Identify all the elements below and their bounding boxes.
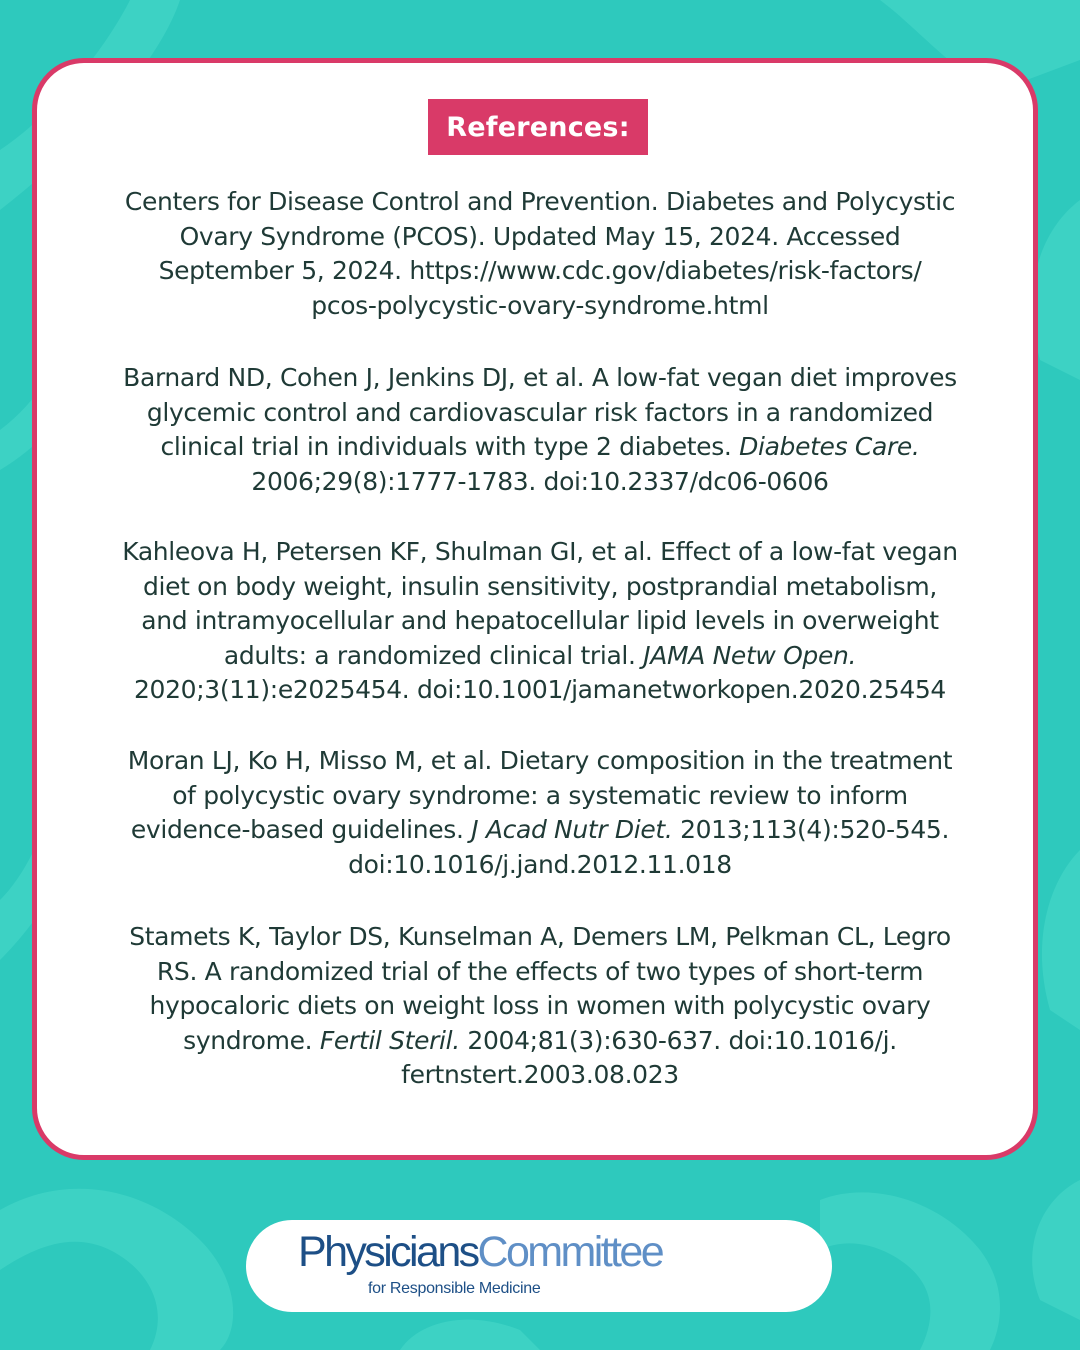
organization-logo [246,1220,832,1312]
reference-line: glycemic control and cardiovascular risk factors in a randomized [146,397,934,427]
reference-line: evidence-based guidelines. [130,815,464,844]
reference-item-3 [52,535,1028,708]
reference-line: diet on body weight, insulin sensitivity, postprandial metabolism, [142,571,937,601]
reference-item-2 [52,361,1028,499]
reference-line: adults: a randomized clinical trial. [223,640,636,670]
logo-word-committee: Committee [477,1228,663,1276]
reference-item-5 [52,920,1028,1093]
reference-line: RS. A randomized trial of the effects of two types of short-term [156,956,924,986]
reference-item-1 [52,185,1028,323]
reference-line: 2020;3(11):e2025454. doi:10.1001/jamanetworkopen.2020.25454 [133,675,946,704]
reference-line: Centers for Disease Control and Prevention. Diabetes and Polycystic [124,187,956,216]
reference-line: September 5, 2024. https://www.cdc.gov/diabetes/risk-factors/ [158,256,922,285]
reference-line: 2013;113(4):520-545. [672,815,950,844]
reference-line: fertnstert.2003.08.023 [401,1060,679,1089]
reference-line: of polycystic ovary syndrome: a systematic review to inform [172,780,908,810]
references-heading-badge [428,99,648,155]
reference-line: Stamets K, Taylor DS, Kunselman A, Demers LM, Pelkman CL, Legro [129,922,951,951]
logo-wordmark [298,1226,662,1278]
reference-line: Moran LJ, Ko H, Misso M, et al. Dietary composition in the treatment [127,746,953,775]
reference-line: 2006;29(8):1777-1783. doi:10.2337/dc06-0606 [251,466,829,496]
reference-line: Barnard ND, Cohen J, Jenkins DJ, et al. A low-fat vegan diet improves [123,363,957,392]
reference-journal: Diabetes Care. [739,432,920,461]
reference-line: doi:10.1016/j.jand.2012.11.018 [348,849,732,879]
reference-journal: Fertil Steril. [319,1025,460,1055]
reference-journal: JAMA Netw Open. [643,640,857,670]
logo-tagline: for Responsible Medicine [368,1280,541,1297]
reference-line: hypocaloric diets on weight loss in women with polycystic ovary [149,991,931,1020]
references-heading: References: [446,111,630,143]
reference-line: syndrome. [183,1025,313,1055]
reference-line: and intramyocellular and hepatocellular lipid levels in overweight [141,606,939,635]
reference-line: Ovary Syndrome (PCOS). Updated May 15, 2024. Accessed [179,221,901,251]
logo-word-physicians: Physicians [298,1228,478,1276]
reference-line: pcos-polycystic-ovary-syndrome.html [311,290,769,320]
reference-line: Kahleova H, Petersen KF, Shulman GI, et al. Effect of a low-fat vegan [122,537,958,566]
reference-journal: J Acad Nutr Diet. [471,815,673,844]
reference-line: 2004;81(3):630-637. doi:10.1016/j. [459,1025,897,1055]
reference-line: clinical trial in individuals with type 2 diabetes. [160,432,732,461]
reference-item-4 [52,744,1028,882]
